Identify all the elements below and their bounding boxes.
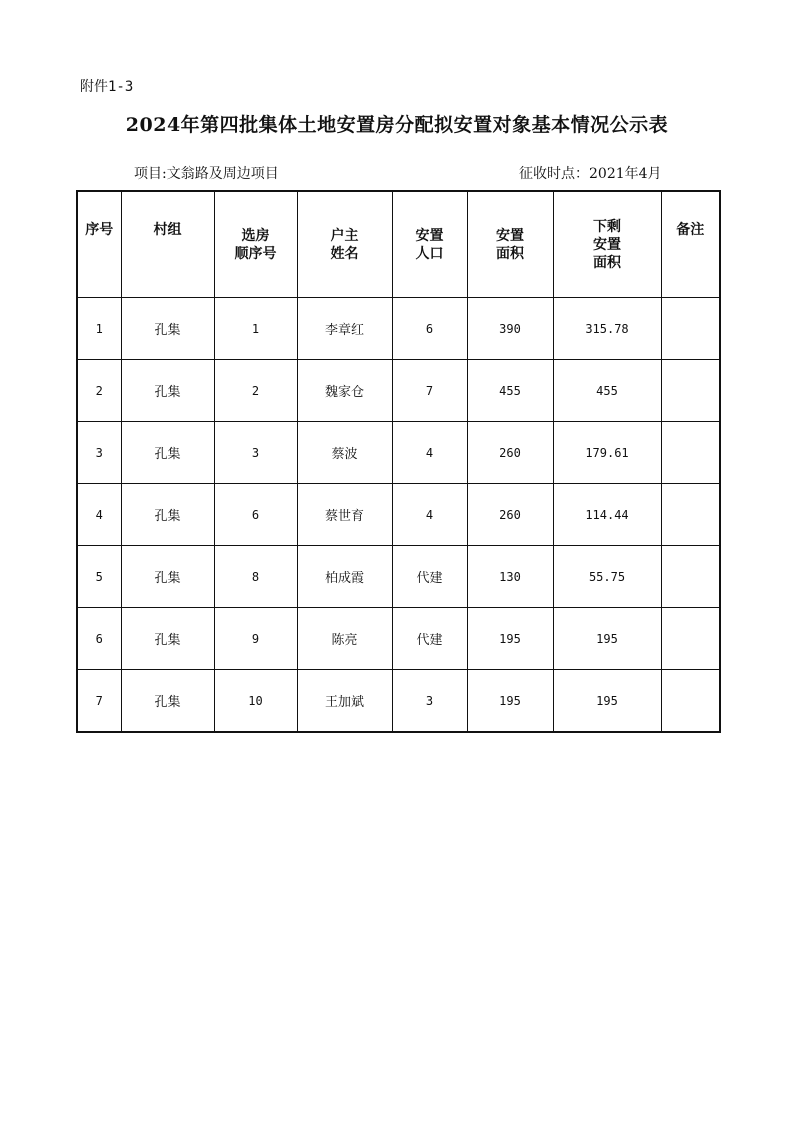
cell-note	[661, 360, 720, 422]
cell-remaining: 195	[553, 608, 661, 670]
cell-name: 王加斌	[297, 670, 392, 733]
cell-area: 455	[467, 360, 553, 422]
cell-order: 2	[214, 360, 297, 422]
cell-area: 195	[467, 608, 553, 670]
cell-group: 孔集	[121, 484, 214, 546]
cell-name: 陈亮	[297, 608, 392, 670]
table-row	[77, 608, 720, 670]
cell-area: 195	[467, 670, 553, 733]
header-note: 备注	[661, 191, 720, 298]
cell-group: 孔集	[121, 608, 214, 670]
cell-people: 7	[392, 360, 467, 422]
header-name: 户主 姓名	[297, 191, 392, 298]
cell-seq: 4	[77, 484, 121, 546]
cell-order: 1	[214, 298, 297, 360]
cell-people: 代建	[392, 608, 467, 670]
cell-seq: 5	[77, 546, 121, 608]
cell-seq: 7	[77, 670, 121, 733]
attachment-label: 附件1-3	[80, 79, 134, 95]
cell-group: 孔集	[121, 546, 214, 608]
cell-people: 4	[392, 484, 467, 546]
header-remaining: 下剩 安置 面积	[553, 191, 661, 298]
project-label: 项目:文翁路及周边项目	[134, 166, 279, 182]
header-area: 安置 面积	[467, 191, 553, 298]
cell-remaining: 455	[553, 360, 661, 422]
cell-seq: 3	[77, 422, 121, 484]
table-header-row	[77, 191, 720, 298]
cell-note	[661, 546, 720, 608]
cell-name: 柏成霞	[297, 546, 392, 608]
cell-remaining: 114.44	[553, 484, 661, 546]
cell-order: 10	[214, 670, 297, 733]
cell-order: 9	[214, 608, 297, 670]
table-row	[77, 422, 720, 484]
cell-note	[661, 670, 720, 733]
cell-people: 3	[392, 670, 467, 733]
cell-name: 魏家仓	[297, 360, 392, 422]
cell-remaining: 195	[553, 670, 661, 733]
cell-seq: 2	[77, 360, 121, 422]
cell-name: 李章红	[297, 298, 392, 360]
cell-group: 孔集	[121, 360, 214, 422]
cell-order: 8	[214, 546, 297, 608]
cell-name: 蔡波	[297, 422, 392, 484]
header-order: 选房 顺序号	[214, 191, 297, 298]
cell-people: 代建	[392, 546, 467, 608]
cell-area: 260	[467, 422, 553, 484]
cell-seq: 1	[77, 298, 121, 360]
table-row	[77, 484, 720, 546]
cell-group: 孔集	[121, 422, 214, 484]
cell-name: 蔡世育	[297, 484, 392, 546]
resettlement-table	[76, 190, 721, 733]
cell-remaining: 55.75	[553, 546, 661, 608]
cell-area: 130	[467, 546, 553, 608]
cell-group: 孔集	[121, 670, 214, 733]
table-row	[77, 298, 720, 360]
cell-note	[661, 298, 720, 360]
cell-order: 3	[214, 422, 297, 484]
table-row	[77, 360, 720, 422]
cell-note	[661, 484, 720, 546]
cell-area: 390	[467, 298, 553, 360]
cell-people: 6	[392, 298, 467, 360]
table-row	[77, 546, 720, 608]
cell-remaining: 179.61	[553, 422, 661, 484]
header-group: 村组	[121, 191, 214, 298]
header-people: 安置 人口	[392, 191, 467, 298]
table-row	[77, 670, 720, 733]
page-title: 2024年第四批集体土地安置房分配拟安置对象基本情况公示表	[125, 114, 669, 136]
cell-area: 260	[467, 484, 553, 546]
cell-remaining: 315.78	[553, 298, 661, 360]
cell-people: 4	[392, 422, 467, 484]
cell-group: 孔集	[121, 298, 214, 360]
cell-note	[661, 422, 720, 484]
cell-note	[661, 608, 720, 670]
header-seq: 序号	[77, 191, 121, 298]
cell-order: 6	[214, 484, 297, 546]
collection-time-label: 征收时点：2021年4月	[519, 166, 662, 182]
cell-seq: 6	[77, 608, 121, 670]
